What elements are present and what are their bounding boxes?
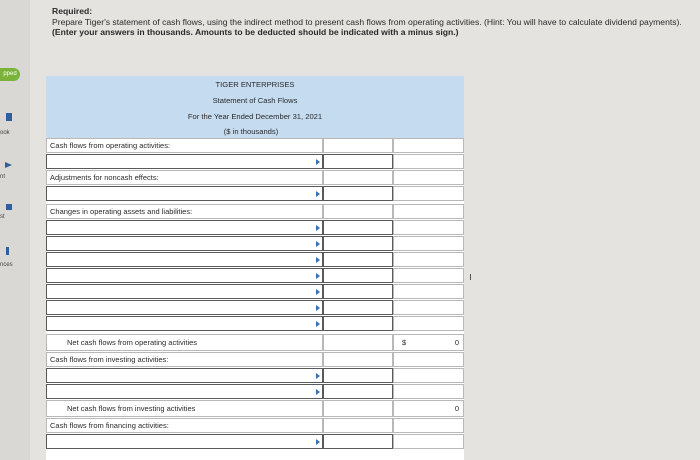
table-row [46, 154, 464, 170]
total-cell [393, 316, 464, 331]
line-item-select[interactable] [46, 384, 323, 399]
nav-item-status[interactable] [0, 68, 20, 81]
table-row [46, 252, 464, 268]
total-cell [393, 368, 464, 383]
investing-section-label: Cash flows from investing activities: [46, 352, 323, 367]
table-row [46, 170, 464, 186]
total-cell [393, 418, 464, 433]
financing-section-label: Cash flows from financing activities: [46, 418, 323, 433]
dropdown-arrow-icon [316, 273, 320, 279]
line-item-select[interactable] [46, 220, 323, 235]
amount-cell [323, 204, 393, 219]
required-heading: Required: [52, 6, 93, 16]
dropdown-arrow-icon [316, 305, 320, 311]
total-cell [393, 252, 464, 267]
line-item-select[interactable] [46, 434, 323, 449]
dropdown-arrow-icon [316, 257, 320, 263]
line-item-select[interactable] [46, 268, 323, 283]
line-item-select[interactable] [46, 252, 323, 267]
line-item-select[interactable] [46, 236, 323, 251]
amount-input[interactable] [323, 186, 393, 201]
line-item-select[interactable] [46, 154, 323, 169]
instructions-block [52, 6, 700, 38]
table-row [46, 300, 464, 316]
amount-input[interactable] [323, 268, 393, 283]
table-row [46, 204, 464, 220]
amount-input[interactable] [323, 236, 393, 251]
cash-flow-statement [46, 76, 464, 460]
net-operating-total [393, 334, 464, 351]
instructions-note: (Enter your answers in thousands. Amounts to be deducted should be indicated with a minus sign.) [52, 27, 459, 37]
statement-title: Statement of Cash Flows [212, 96, 298, 105]
list-icon[interactable] [4, 202, 14, 212]
amount-cell [323, 418, 393, 433]
table-row [46, 138, 464, 154]
arrow-icon[interactable] [4, 160, 14, 170]
dropdown-arrow-icon [316, 373, 320, 379]
nav-item-list-label[interactable]: st [0, 214, 5, 220]
total-cell [393, 170, 464, 185]
statement-header [46, 76, 464, 138]
statement-period: For the Year Ended December 31, 2021 [187, 112, 323, 121]
dropdown-arrow-icon [316, 241, 320, 247]
company-name: TIGER ENTERPRISES [215, 80, 295, 89]
table-row [46, 284, 464, 300]
dropdown-arrow-icon [316, 389, 320, 395]
changes-label: Changes in operating assets and liabilities: [46, 204, 323, 219]
table-row [46, 334, 464, 352]
amount-input[interactable] [323, 300, 393, 315]
net-operating-label: Net cash flows from operating activities [46, 334, 323, 351]
amount-cell [323, 400, 393, 417]
total-cell [393, 284, 464, 299]
nav-status-label: pped [3, 71, 17, 77]
nav-item-print-label[interactable]: nt [0, 174, 6, 180]
line-item-select[interactable] [46, 300, 323, 315]
total-cell [393, 268, 464, 283]
total-cell [393, 300, 464, 315]
statement-grid [46, 138, 464, 460]
amount-input[interactable] [323, 368, 393, 383]
total-cell [393, 204, 464, 219]
doc-icon[interactable] [4, 246, 14, 256]
line-item-select[interactable] [46, 284, 323, 299]
total-cell [393, 138, 464, 153]
book-icon[interactable] [4, 112, 14, 122]
total-cell [393, 384, 464, 399]
amount-cell [323, 334, 393, 351]
dropdown-arrow-icon [316, 439, 320, 445]
amount-cell [323, 352, 393, 367]
amount-input[interactable] [323, 434, 393, 449]
line-item-select[interactable] [46, 368, 323, 383]
dropdown-arrow-icon [316, 225, 320, 231]
dropdown-arrow-icon [316, 159, 320, 165]
amount-input[interactable] [323, 316, 393, 331]
table-row [46, 418, 464, 434]
adjustments-label: Adjustments for noncash effects: [46, 170, 323, 185]
dropdown-arrow-icon [316, 321, 320, 327]
amount-input[interactable] [323, 284, 393, 299]
statement-units: ($ in thousands) [223, 127, 279, 136]
nav-item-ebook-label[interactable]: ook [0, 130, 10, 136]
amount-input[interactable] [323, 154, 393, 169]
table-row [46, 236, 464, 252]
table-row [46, 352, 464, 368]
table-row [46, 384, 464, 400]
total-cell [393, 236, 464, 251]
table-row [46, 400, 464, 418]
left-nav-strip [0, 0, 30, 460]
net-investing-value: 0 [454, 404, 459, 413]
net-investing-total [393, 400, 464, 417]
line-item-select[interactable] [46, 186, 323, 201]
total-cell [393, 434, 464, 449]
currency-symbol: $ [402, 338, 407, 347]
amount-input[interactable] [323, 384, 393, 399]
amount-input[interactable] [323, 220, 393, 235]
total-cell [393, 220, 464, 235]
table-row [46, 186, 464, 202]
instructions-text [52, 17, 700, 38]
total-cell [393, 186, 464, 201]
dropdown-arrow-icon [316, 191, 320, 197]
net-operating-value: 0 [454, 338, 459, 347]
table-row [46, 434, 464, 450]
table-row [46, 368, 464, 384]
net-investing-label: Net cash flows from investing activities [46, 400, 323, 417]
table-row [46, 268, 464, 284]
cursor-mark [470, 274, 471, 280]
dropdown-arrow-icon [316, 289, 320, 295]
table-row [46, 316, 464, 332]
total-cell [393, 154, 464, 169]
nav-item-references-label[interactable]: nces [0, 262, 13, 268]
amount-cell [323, 138, 393, 153]
total-cell [393, 352, 464, 367]
amount-cell [323, 170, 393, 185]
line-item-select[interactable] [46, 316, 323, 331]
table-row [46, 220, 464, 236]
instructions-body: Prepare Tiger's statement of cash flows, using the indirect method to present cash flows from operating activities. (Hint: You will have to calculate dividend payments). [52, 16, 682, 27]
amount-input[interactable] [323, 252, 393, 267]
operating-section-label: Cash flows from operating activities: [46, 138, 323, 153]
